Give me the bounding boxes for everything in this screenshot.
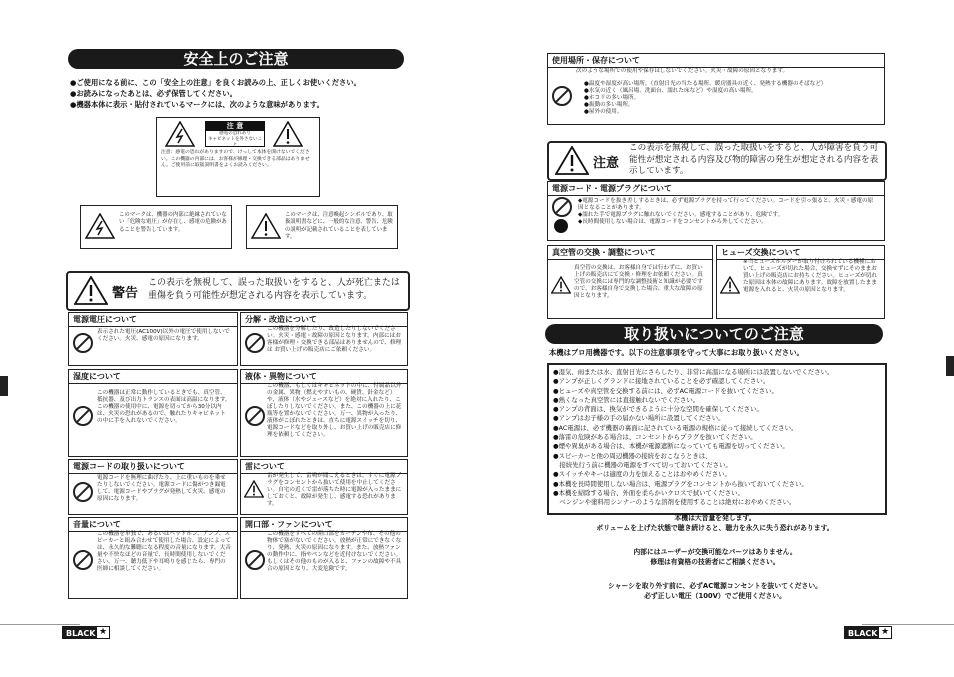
box-heat [68, 369, 238, 457]
box-text: この機器を単独で、あるいはヘッドホン、アンプ、スピーカーと組み合わせて使用した場合、設定によっては、永久的な難聴になる程度の音量になります。大音量や不快なほどの音量で、長時間使用しないでください。万一、聴力低下や耳鳴りを感じたら、専門の医師に相談してください。 [97, 531, 231, 572]
warning-strip [66, 271, 410, 311]
box-title: ヒューズ交換について [717, 246, 884, 260]
notes [547, 513, 883, 601]
box-text: ※当ヒューズホルダーが取り付けられている機種において、ヒューズが切れた場合、交換せずにそのままお買い上げの販売店にお持ちください。ヒューズが切れた原因は本体の故障にあります。故障を放置したまま電源を入れると、火災の原因となります。 [743, 259, 877, 293]
left-banner: 安全上のご注意 [68, 49, 404, 69]
box-title: 湿度について [69, 370, 237, 384]
prohibited-icon [552, 86, 572, 106]
exclamation-triangle-icon [555, 146, 589, 175]
mark-box-bolt [80, 205, 232, 249]
caution-strip [547, 141, 887, 181]
handling-item: ●スイッチやキーは適度の力を加えることはおやめください。 [553, 470, 731, 479]
handling-item: ●煙や異臭がある場合は、本機が電源遮断になっていても電源を切ってください。 [553, 442, 789, 451]
label-text: 注意：感電の恐れがありますので、けっして本体を開けないでください。この機器の内部には、お客様が修理・交換できる部品はありません。ご使用前に取扱説明書をよくお読みください。 [161, 150, 310, 168]
box-title: 音量について [69, 518, 237, 532]
bolt-triangle-icon [165, 121, 195, 147]
handling-item: ●アンプが正しくグランドに接地されていることを必ず確認してください。 [553, 377, 770, 386]
logo-text: BLACK [848, 629, 878, 638]
prohibited-icon [245, 550, 265, 570]
footer-rule-right [862, 624, 954, 625]
exclamation-triangle-icon [251, 213, 281, 239]
star-icon: ★ [880, 627, 890, 637]
handling-list-box [547, 363, 887, 515]
label-title-box [205, 121, 265, 147]
handling-item: ●本機を長時間使用しない場合は、電源プラグをコンセントから抜いておいてください。 [553, 479, 808, 488]
caution-text: この表示を無視して、誤った取扱いをすると、人が障害を負う可能性が想定される内容及び物的障害の発生が想定される内容を表示しています。 [629, 143, 879, 176]
box-text: この機器は正常に動作しているときでも、真空管、抵抗器、及び出力トランスの表面は高温になります。この機器の使用中に、電源を切ってから30分以内は、火災の恐れがあるので、触れたりキャビネットの中に手を入れないでください。 [97, 390, 231, 424]
location-item: ●ホコリの多い場所。 [584, 95, 640, 101]
bolt-triangle-icon [85, 213, 115, 239]
box-title: 分解・改造について [241, 313, 407, 327]
edge-tab-right [946, 356, 954, 376]
prohibited-icon [73, 406, 93, 426]
box-text: この機器を分解したり、改造したりしないでください。火災・感電・故障の原因となります。内部にはお客様が修理・交換できる部品はありませんので、修理は お買い上げの販売店にご依頼ください。 [267, 326, 402, 353]
handling-lead: 本機はプロ用機器です。以下の注意事項を守って大事にお取り扱いください。 [549, 348, 804, 357]
right-banner: 取り扱いについてのご注意 [545, 324, 883, 344]
box-thunder [240, 459, 408, 515]
prohibited-icon [73, 333, 93, 353]
box-text: 表示された電圧(AC100V)以外の電圧で使用しないでください。火災、感電の原因になります。 [97, 329, 230, 342]
box-title: 電源コード・電源プラグについて [548, 182, 884, 196]
label-title: 注 意 [206, 122, 264, 131]
logo-text: BLACK [66, 629, 96, 638]
cord-list [578, 198, 878, 226]
caution-label [156, 117, 320, 197]
handling-item: ●落雷の危険がある場合は、コンセントからプラグを抜いてください。 [553, 433, 757, 442]
exclamation-triangle-icon [273, 121, 303, 147]
box-title: 電源電圧について [69, 313, 237, 327]
box-title: 使用場所・保存について [548, 54, 884, 68]
mark-box-excl [246, 205, 398, 249]
box-disassemble [240, 312, 408, 366]
cord-item: ◆濡れた手で電源プラグに触れないでください。感電することがあり、危険です。 [578, 212, 784, 218]
exclamation-triangle-icon [74, 276, 108, 305]
prohibited-icon [245, 333, 265, 353]
location-item: ●屋外の使用。 [584, 109, 623, 115]
box-title: 真空管の交換・調整について [548, 246, 712, 260]
exclamation-triangle-icon [244, 480, 264, 498]
box-lead: 次のような場所での使用や保存はしないでください。火災・故障の原因となります。 [576, 68, 789, 74]
footer-rule-left [0, 624, 80, 625]
warning-text: この表示を無視して、誤った取扱いをすると、人が死亡または重傷を負う可能性が想定される内容を表示しています。 [148, 278, 400, 301]
box-text: この機器をすべての開口部をカーテンや布、その他の物体で塞がないでください。放熱が正常にできなくなり、発熱、火災の原因になります。また、放熱ファンの動作中に、指やペンなどを近付けないでください。もしくはその他のものが入ると、ファンの故障や不具合の原因となり、大変危険です。 [267, 531, 402, 572]
box-cord-plug [547, 181, 885, 241]
note-line: ボリュームを上げた状態で聴き続けると、聴力を永久に失う恐れがあります。 [596, 524, 834, 532]
location-item: ●水気の近く（風呂場、洗面台、濡れた床など）や湿度の高い場所。 [584, 88, 757, 94]
prohibited-icon [73, 482, 93, 502]
intro [70, 77, 410, 110]
handling-item: ●AC電源は、必ず機器の裏面に記されている電源の規格に従って接続してください。 [553, 423, 798, 432]
intro-line: ●ご使用になる前に、この「安全上の注意」を良くお読みの上、正しくお使いください。 [70, 78, 361, 87]
handling-item: ●湿気、雨または水、直射日光にさらしたり、非常に高温になる場所には設置しないでください。 [553, 368, 834, 376]
box-fuse [716, 245, 885, 319]
note-line: シャーシを取り外す前に、必ずAC電源コンセントを抜いてください。 [608, 582, 822, 590]
box-text: この機器、もしくはキャビネットの中に、付属品以外の金属、異物（燃えやすいもの、硬貨、針金など）や、液体（水やジュースなど）を絶対に入れたり、こぼしたりしないでください。また、この機器の上に花瓶等を置かないでください。万一、異物が入ったり、液体がこぼれたときは、直ちに電源スイッチを切り、電源コードなどを取り外し、お買い上げの販売店に修理を依頼してください。 [267, 383, 402, 438]
box-power-cord [68, 459, 238, 515]
cord-item: ◆電源コードを抜き差しするときは、必ず電源プラグを持って行ってください。コードを引っ張ると、火災・感電の原因となることがあります。 [578, 198, 874, 211]
prohibited-icon [552, 197, 572, 217]
intro-line: ●お読みになったあとは、必ず保管してください。 [70, 89, 237, 98]
handling-item: ●本機を掃除する場合、外面を柔らかいクロスで拭いてください。 [553, 488, 744, 497]
intro-line: ●機器本体に表示・貼付されているマークには、次のような意味があります。 [70, 100, 324, 109]
brand-logo-right [844, 626, 892, 639]
handling-item: ●ヒューズや真空管を交換する前には、必ずAC電源コードを抜いてください。 [553, 386, 778, 395]
box-text: 真空管の交換は、お客様自身では行わずに、お買い上げの販売店にて交換・修理をお依頼ください。真空管の交換には専門的な調整技術と知識が必要ですので、お客様自身で交換した場合、重大な故障の原因となります。 [574, 265, 703, 299]
mark-bolt-text: このマークは、機器の内部に絶縁されていない「危険な電圧」が存在し、感電の危険があることを警告しています。 [119, 212, 227, 233]
box-text: 電源コードを無理に曲げたり、上に重いものを乗せたりしないでください。電源コードに傷がつき漏電して、電源コードやプラグが発熱して火災、感電の原因になります。 [97, 475, 226, 502]
box-liquid [240, 369, 408, 457]
note-line: 必ず正しい電圧（100V）でご使用ください。 [644, 592, 786, 600]
mark-excl-text: このマークは、注意喚起シンボルであり、取扱説明書などに、一般的な注意、警告、危険の説明が記載されていることを表しています。 [285, 212, 393, 240]
box-title: 雷について [241, 460, 407, 474]
box-tube [547, 245, 713, 319]
exclamation-triangle-icon [720, 276, 740, 294]
label-sub2: キャビネットを外さないこと [208, 137, 262, 148]
label-sub1: 感電の恐れあり [219, 131, 251, 136]
note-line: 本機は大音量を発します。 [674, 514, 756, 522]
box-title: 液体・異物について [241, 370, 407, 384]
box-location [547, 53, 885, 125]
location-list [584, 81, 880, 116]
handling-item: 接続先行う前に機器の電源をすべて切っておいてください。 [553, 460, 732, 469]
handling-item: ●アンプはお子様の手の届かない場所に設置してください。 [553, 414, 725, 423]
handling-item: ●熱くなった真空管には直接触れないでください。 [553, 395, 700, 404]
brand-logo-left [62, 626, 110, 639]
cord-item: ◆長時間使用しない場合は、電源コードをコンセントから外してください。 [578, 219, 767, 225]
handling-item: ベンジンや塗料用シンナーのような溶剤を使用することは絶対におやめください。 [553, 498, 796, 507]
handling-item: ●アンプの背面は、換気ができるように十分な空間を確保してください。 [553, 405, 763, 414]
box-text: 雷が発生して、雷鳴が聞こえるときは、すぐに電源プラグをコンセントから抜いて使用を中止してください。自宅の近くで雷が落ちた時に電源が入ったままにしておくと、故障が発生し、感電する恐れがあります。 [267, 473, 402, 507]
prohibited-icon [73, 550, 93, 570]
warning-label: 警告 [112, 286, 139, 301]
exclamation-triangle-icon [551, 276, 571, 294]
handling-list [553, 368, 881, 507]
edge-tab-left [0, 376, 8, 396]
box-volume [68, 517, 238, 599]
location-item: ●温度や湿度が高い場所。（直射日光の当たる場所、暖房器具の近く、発熱する機器のそばなど） [584, 81, 827, 87]
box-title: 電源コードの取り扱いについて [69, 460, 237, 474]
note-line: 内部にはユーザーが交換可能なパーツはありません。 [633, 548, 797, 556]
star-icon: ★ [98, 627, 108, 637]
plug-icon [554, 219, 568, 233]
prohibited-icon [245, 406, 265, 426]
location-item: ●振動の多い場所。 [584, 102, 634, 108]
handling-item: ●スピーカーと他の周辺機器の接続をおこなうときは、 [553, 451, 712, 460]
box-vents [240, 517, 408, 599]
caution-label: 注意 [593, 156, 620, 171]
box-voltage [68, 312, 238, 366]
box-title: 開口部・ファンについて [241, 518, 407, 532]
note-line: 修理は有資格の技術者にご相談ください。 [650, 558, 780, 566]
